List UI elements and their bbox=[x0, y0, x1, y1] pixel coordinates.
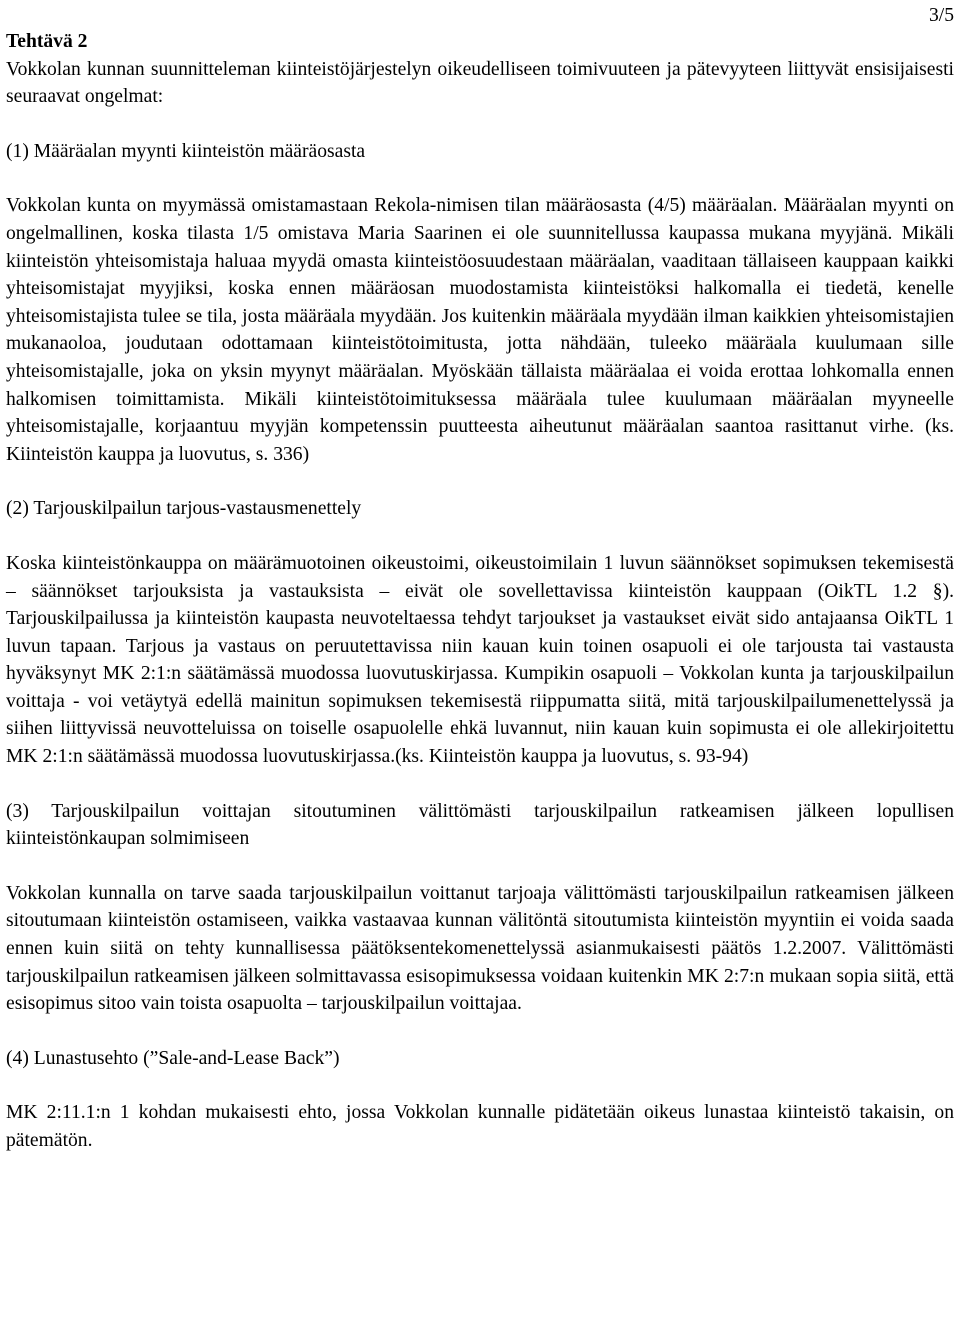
section-1-heading: (1) Määräalan myynti kiinteistön määräosasta bbox=[6, 140, 366, 162]
section-3-heading: (3) Tarjouskilpailun voittajan sitoutuminen välittömästi tarjouskilpailun ratkeamisen jälkeen lopullisen kiinteistönkaupan solmimiseen bbox=[6, 800, 954, 850]
section-2-body: Koska kiinteistönkauppa on määrämuotoinen oikeustoimi, oikeustoimilain 1 luvun säännökset sopimuksen tekemisestä – säännökset tarjouksista ja vastauksista – eivät ole sovellettavissa kiinteistön kauppaan (OikTL 1.2 §). Tarjouskilpailussa ja kiinteistön kaupasta neuvoteltaessa tehdyt tarjoukset ja vastaukset eivät sido antajaansa OikTL 1 luvun tapaan. Tarjous ja vastaus on peruutettavissa niin kauan kuin toinen osapuoli ei ole tarjousta tai vastausta hyväksynyt MK 2:1:n säätämässä muodossa luovutuskirjassa. Kumpikin osapuoli – Vokkolan kunta ja tarjouskilpailun voittaja - voi vetäytyä edellä mainitun sopimuksen tekemisestä riippumatta siitä, mitä tarjouskilpailumenettelyssä ja siihen liittyvissä neuvotteluissa on toiselle osapuolelle ehkä luvannut, niin kauan kuin sopimusta ei ole allekirjoitettu MK 2:1:n säätämässä muodossa luovutuskirjassa.(ks. Kiinteistön kauppa ja luovutus, s. 93-94) bbox=[6, 552, 954, 768]
section-2-heading: (2) Tarjouskilpailun tarjous-vastausmenettely bbox=[6, 498, 362, 520]
section-1-body: Vokkolan kunta on myymässä omistamastaan Rekola-nimisen tilan määräosasta (4/5) määräalan. Määräalan myynti on ongelmallinen, koska tilasta 1/5 omistava Maria Saarinen ei ole suunnitellussa kaupassa mukana myyjänä. Mikäli kiinteistön yhteisomistaja haluaa myydä omasta kiinteistöosuudestaan määräalan, vaaditaan tällaiseen kauppaan kaikki yhteisomistajat myyjiksi, koska ennen määräosan muodostamista kiinteistöksi halkomalla ei tiedetä, kenelle yhteisomistajista tulee se tila, josta määräala myydään. Jos kuitenkin määräala myydään ilman kaikkien yhteisomistajien mukanaoloa, joudutaan odottamaan kiinteistötoimitusta, jotta nähdään, tuleeko määräala kuulumaan sille yhteisomistajalle, joka on yksin myynyt määräalan. Myöskään tällaista määräalaa ei voida erottaa lohkomalla ennen halkomisen toimittamista. Mikäli kiinteistötoimituksessa määräala tulee kuulumaan määräalan myyneelle yhteisomistajalle, korjaantuu myyjän kompetenssin puutteesta aiheutunut määräalan saantoa rasittanut virhe. (ks. Kiinteistön kauppa ja luovutus, s. 336) bbox=[6, 195, 954, 465]
section-4-heading: (4) Lunastusehto (”Sale-and-Lease Back”) bbox=[6, 1047, 340, 1069]
intro-paragraph: Vokkolan kunnan suunnitteleman kiinteistöjärjestelyn oikeudelliseen toimivuuteen ja pätevyyteen liittyvät ensisijaisesti seuraavat ongelmat: bbox=[6, 58, 954, 108]
section-3-body: Vokkolan kunnalla on tarve saada tarjouskilpailun voittanut tarjoaja välittömästi tarjouskilpailun ratkeamisen jälkeen sitoutumaan kiinteistön ostamiseen, vaikka vastaavaa kunnan välitöntä sitoutumista kiinteistön myyntiin ei voida saada ennen kuin siitä on tehty kunnallisessa päätöksentekomenettelyssä asianmukaisesti päätös 1.2.2007. Välittömästi tarjouskilpailun ratkeamisen jälkeen solmittavassa esisopimuksessa voidaan kuitenkin MK 2:7:n mukaan sopia siitä, että esisopimus sitoo vain toista osapuolta – tarjouskilpailun voittajaa. bbox=[6, 882, 954, 1015]
assignment-title: Tehtävä 2 bbox=[6, 31, 88, 52]
page-number: 3/5 bbox=[928, 5, 954, 26]
section-4-body: MK 2:11.1:n 1 kohdan mukaisesti ehto, jossa Vokkolan kunnalle pidätetään oikeus lunastaa kiinteistö takaisin, on pätemätön. bbox=[6, 1102, 954, 1151]
